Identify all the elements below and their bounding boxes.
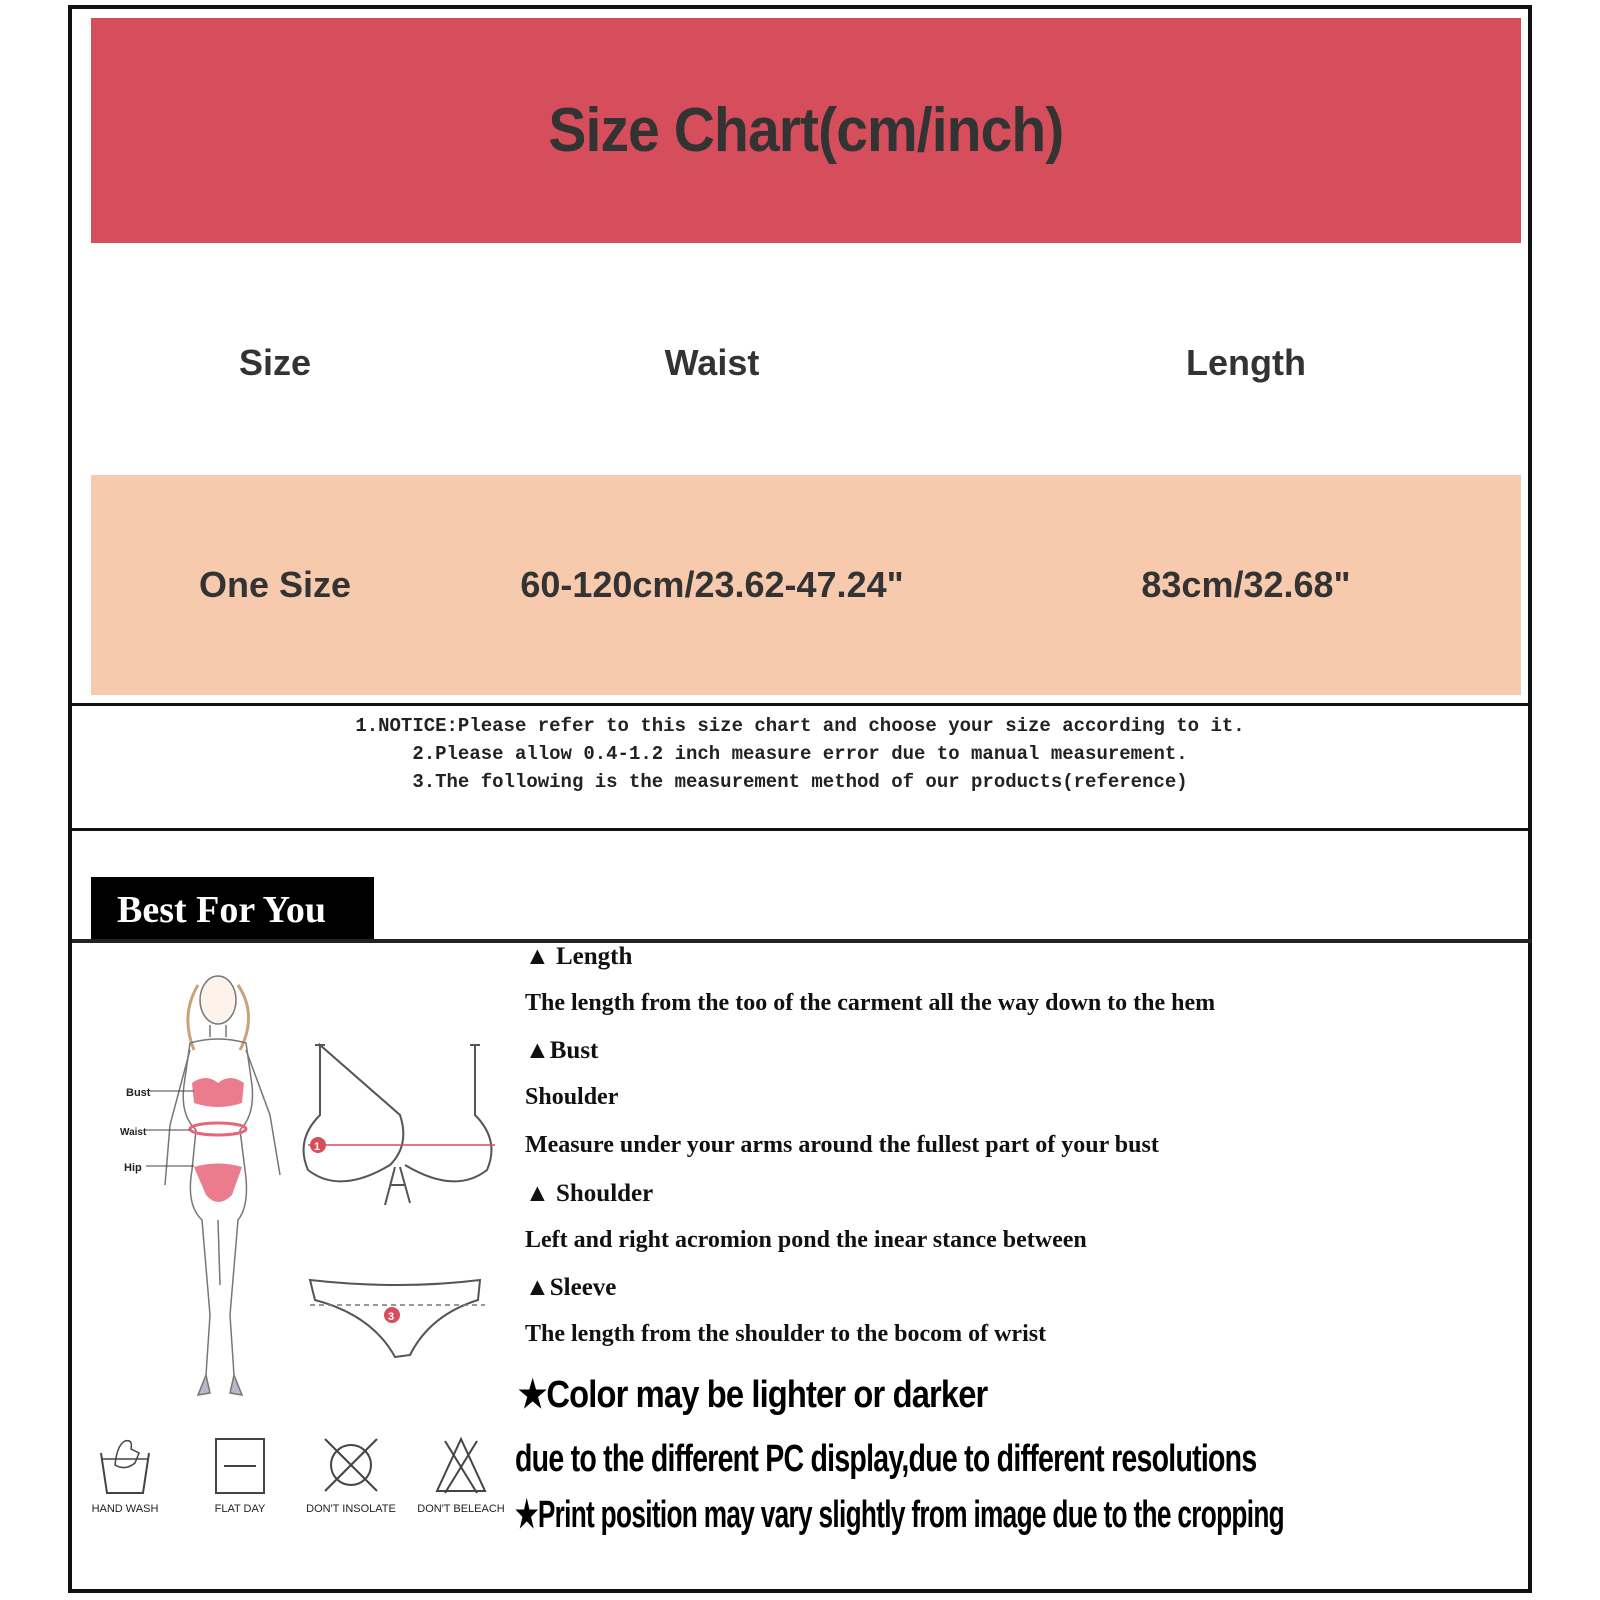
header-waist: Waist — [664, 341, 760, 383]
care-hand-wash — [75, 1435, 175, 1515]
desc-text: Left and right acromion pond the inear stance between — [525, 1227, 1087, 1253]
notice-line: 3.The following is the measurement method of our products(reference) — [412, 771, 1188, 793]
cell-length: 83cm/32.68" — [1141, 564, 1351, 605]
desc-heading-bust: ▲Bust — [525, 1037, 599, 1064]
print-note: ★Print position may vary slightly from image due to the cropping — [515, 1494, 1284, 1536]
cell-size: One Size — [198, 564, 352, 605]
header-length: Length — [1186, 341, 1306, 383]
care-flat-dry — [190, 1435, 290, 1515]
model-bikini — [190, 1078, 246, 1202]
cell-waist: 60-120cm/23.62-47.24" — [520, 564, 904, 605]
table-header-row — [91, 250, 1521, 475]
notice-line: 2.Please allow 0.4-1.2 inch measure error due to manual measurement. — [412, 743, 1188, 765]
best-for-you-underline — [72, 939, 1532, 943]
notice-line: 1.NOTICE:Please refer to this size chart and choose your size according to it. — [355, 715, 1245, 737]
desc-heading-length: ▲ Length — [525, 943, 633, 970]
divider — [68, 703, 1532, 706]
header-size: Size — [238, 341, 312, 383]
notice-block — [72, 712, 1528, 796]
best-for-you-tab: Best For You — [91, 877, 374, 942]
care-dont-bleach — [411, 1435, 511, 1515]
color-note: ★Color may be lighter or darker — [518, 1374, 988, 1416]
desc-text: The length from the shoulder to the bocom of wrist — [525, 1321, 1047, 1347]
care-label: FLAT DAY — [214, 1503, 266, 1515]
care-label: HAND WASH — [91, 1503, 159, 1515]
do-not-bleach-icon — [431, 1435, 491, 1497]
desc-heading-sleeve: ▲Sleeve — [525, 1274, 617, 1301]
marker-3-label: 3 — [388, 1311, 395, 1323]
care-dont-insolate — [301, 1435, 401, 1515]
desc-heading-shoulder: ▲ Shoulder — [525, 1180, 654, 1207]
care-label: DON'T BELEACH — [417, 1503, 505, 1515]
waist-label: Waist — [120, 1127, 147, 1138]
title-band — [91, 18, 1521, 243]
bust-label: Bust — [126, 1087, 151, 1099]
desc-text: Shoulder — [525, 1084, 619, 1110]
divider — [68, 828, 1532, 831]
table-row — [91, 475, 1521, 695]
hip-label: Hip — [124, 1162, 142, 1174]
flat-dry-icon — [210, 1435, 270, 1497]
care-label: DON'T INSOLATE — [306, 1503, 396, 1515]
desc-text: Measure under your arms around the fullest part of your bust — [525, 1132, 1159, 1158]
do-not-tumble-icon — [321, 1435, 381, 1497]
measurement-figure — [110, 955, 510, 1415]
bra-illustration — [304, 1045, 495, 1205]
desc-text: The length from the too of the carment all the way down to the hem — [525, 990, 1216, 1016]
marker-1-label: 1 — [314, 1141, 321, 1153]
page-title: Size Chart(cm/inch) — [548, 96, 1064, 165]
display-note: due to the different PC display,due to different resolutions — [515, 1438, 1257, 1480]
hand-wash-icon — [95, 1435, 155, 1497]
